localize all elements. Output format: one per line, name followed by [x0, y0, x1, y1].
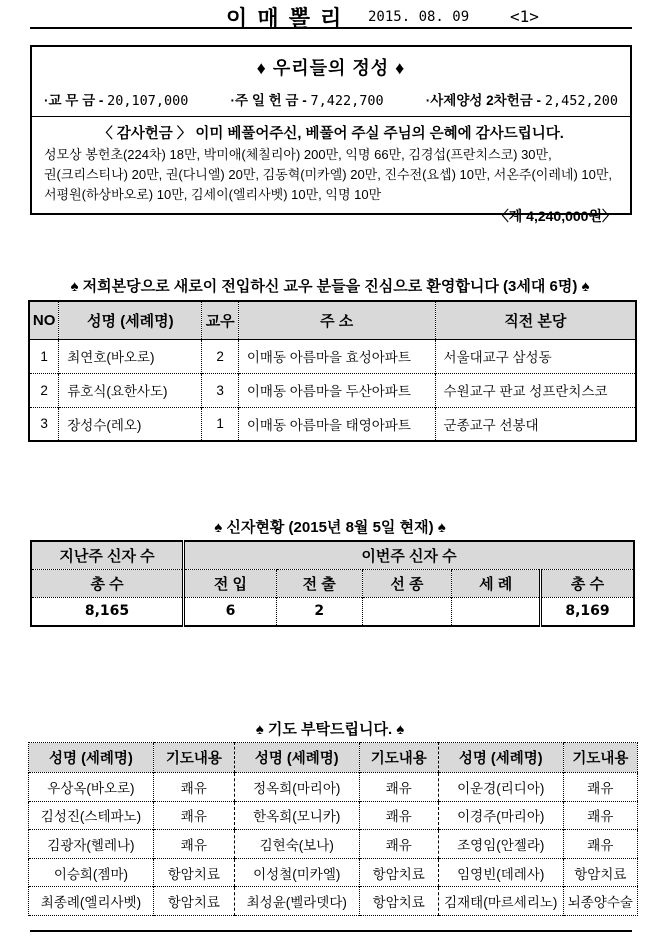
col-header-last-week: 지난주 신자 수	[31, 541, 184, 569]
col-header-transfer-in: 전 입	[184, 569, 277, 597]
cell-name: 김재태(마르세리노)	[438, 887, 563, 916]
col-header-total-last: 총 수	[31, 569, 184, 597]
cell-prayer: 쾌유	[563, 830, 637, 859]
status-values-row	[31, 597, 634, 626]
cell-prayer: 쾌유	[563, 801, 637, 830]
offering-label: ·사제양성 2차헌금 -	[425, 93, 542, 108]
col-header-name: 성명 (세례명)	[29, 743, 154, 773]
cell-prayer: 쾌유	[563, 773, 637, 802]
cell-address: 이매동 아름마을 두산아파트	[238, 373, 435, 407]
offering-box-title: ♦ 우리들의 정성 ♦	[256, 58, 406, 78]
table-row	[29, 773, 638, 802]
cell-deceased	[362, 597, 452, 626]
col-header-name: 성명 (세례명)	[234, 743, 359, 773]
page-number: <1>	[510, 7, 539, 26]
cell-name: 최종례(엘리사벳)	[29, 887, 154, 916]
cell-name: 우상옥(바오로)	[29, 773, 154, 802]
cell-name: 이운경(리디아)	[438, 773, 563, 802]
cell-prayer: 뇌종양수술	[563, 887, 637, 916]
thanks-line: 권(크리스티나) 20만, 권(다니엘) 20만, 김동혁(미카엘) 20만, 진수전(요셉) 10만, 서온주(이레네) 10만,	[44, 167, 613, 183]
col-header-address: 주 소	[238, 301, 435, 339]
col-header-name: 성명 (세례명)	[59, 301, 202, 339]
col-header-prayer: 기도내용	[563, 743, 637, 773]
offering-amount-gyomu	[44, 89, 188, 109]
status-header-row	[31, 541, 634, 569]
prayer-header-row	[29, 743, 638, 773]
col-header-prayer: 기도내용	[153, 743, 234, 773]
offering-amount-second	[426, 89, 618, 109]
offering-amount-sunday	[231, 89, 384, 109]
cell-name: 조영임(안젤라)	[438, 830, 563, 859]
offering-amounts-row	[32, 89, 630, 109]
cell-name: 김현숙(보나)	[234, 830, 359, 859]
prayer-request-table	[28, 742, 638, 916]
col-header-transfer-out: 전 출	[276, 569, 362, 597]
table-row	[29, 373, 636, 407]
cell-total-this-week: 8,169	[541, 597, 634, 626]
table-row	[29, 407, 636, 441]
cell-address: 이매동 아름마을 효성아파트	[238, 339, 435, 373]
offering-label: ·주 일 헌 금 -	[230, 93, 307, 108]
cell-prayer: 쾌유	[153, 801, 234, 830]
welcome-header-row	[29, 301, 636, 339]
cell-transfer-in: 6	[184, 597, 277, 626]
cell-total-last-week: 8,165	[31, 597, 184, 626]
cell-prayer: 항암치료	[359, 858, 438, 887]
cell-name: 류호식(요한사도)	[59, 373, 202, 407]
cell-name: 한옥희(모니카)	[234, 801, 359, 830]
cell-address: 이매동 아름마을 태영아파트	[238, 407, 435, 441]
cell-members: 3	[202, 373, 238, 407]
cell-name: 최성윤(벨라뎃다)	[234, 887, 359, 916]
cell-name: 이경주(마리아)	[438, 801, 563, 830]
cell-no: 1	[29, 339, 59, 373]
issue-date: 2015. 08. 09	[368, 9, 470, 25]
table-row	[29, 801, 638, 830]
cell-name: 이승희(젬마)	[29, 858, 154, 887]
cell-prayer: 항암치료	[153, 858, 234, 887]
table-row	[29, 887, 638, 916]
cell-prayer: 항암치료	[359, 887, 438, 916]
table-row	[29, 858, 638, 887]
thanks-line: 서평원(하상바오로) 10만, 김세이(엘리사벳) 10만, 익명 10만	[44, 187, 382, 203]
cell-name: 임영빈(데레사)	[438, 858, 563, 887]
offering-value: 20,107,000	[107, 93, 189, 109]
cell-previous-parish: 수원교구 판교 성프란치스코	[435, 373, 636, 407]
col-header-members: 교우	[202, 301, 238, 339]
cell-transfer-out: 2	[276, 597, 362, 626]
cell-name: 장성수(레오)	[59, 407, 202, 441]
cell-members: 2	[202, 339, 238, 373]
thanks-offering-total: 〈계 4,240,000원〉	[494, 208, 616, 225]
welcome-section-title: ♠ 저희본당으로 새로이 전입하신 교우 분들을 진심으로 환영합니다 (3세대 6명) ♠	[70, 278, 590, 295]
cell-baptized	[452, 597, 541, 626]
masthead-divider	[30, 27, 632, 29]
col-header-previous-parish: 직전 본당	[435, 301, 636, 339]
offering-label: ·교 무 금 -	[44, 93, 104, 108]
cell-prayer: 쾌유	[359, 830, 438, 859]
col-header-this-week: 이번주 신자 수	[184, 541, 634, 569]
cell-previous-parish: 서울대교구 삼성동	[435, 339, 636, 373]
table-row	[29, 830, 638, 859]
offering-value: 2,452,200	[544, 93, 618, 109]
col-header-name: 성명 (세례명)	[438, 743, 563, 773]
cell-name: 최연호(바오로)	[59, 339, 202, 373]
footer-divider	[30, 930, 632, 932]
cell-members: 1	[202, 407, 238, 441]
cell-prayer: 쾌유	[153, 773, 234, 802]
col-header-deceased: 선 종	[362, 569, 452, 597]
cell-name: 이성철(미카엘)	[234, 858, 359, 887]
cell-no: 3	[29, 407, 59, 441]
offering-box-divider	[32, 116, 630, 117]
table-row	[29, 339, 636, 373]
welcome-table	[28, 300, 637, 442]
cell-name: 김성진(스테파노)	[29, 801, 154, 830]
cell-prayer: 쾌유	[359, 773, 438, 802]
col-header-prayer: 기도내용	[359, 743, 438, 773]
bulletin-title: 이 매 뽈 리	[226, 6, 344, 31]
cell-prayer: 항암치료	[153, 887, 234, 916]
cell-name: 김광자(헬레나)	[29, 830, 154, 859]
thanks-offering-names	[32, 143, 630, 205]
prayer-section-title: ♠ 기도 부탁드립니다. ♠	[255, 721, 405, 738]
status-subheader-row	[31, 569, 634, 597]
cell-previous-parish: 군종교구 선봉대	[435, 407, 636, 441]
cell-prayer: 쾌유	[153, 830, 234, 859]
status-section-title: ♠ 신자현황 (2015년 8월 5일 현재) ♠	[214, 519, 446, 536]
thanks-line: 성모상 봉헌초(224차) 18만, 박미애(체칠리아) 200만, 익명 66만, 김경섭(프란치스코) 30만,	[44, 147, 552, 162]
cell-prayer: 항암치료	[563, 858, 637, 887]
offering-value: 7,422,700	[310, 93, 384, 109]
cell-name: 정옥희(마리아)	[234, 773, 359, 802]
cell-prayer: 쾌유	[359, 801, 438, 830]
col-header-baptized: 세 례	[452, 569, 541, 597]
col-header-total-this: 총 수	[541, 569, 634, 597]
member-status-table	[30, 540, 635, 627]
col-header-no: NO	[29, 301, 59, 339]
offering-box	[30, 45, 632, 225]
cell-no: 2	[29, 373, 59, 407]
thanks-offering-heading: 〈 감사헌금 〉 이미 베풀어주신, 베풀어 주실 주님의 은혜에 감사드립니다.	[98, 126, 564, 142]
